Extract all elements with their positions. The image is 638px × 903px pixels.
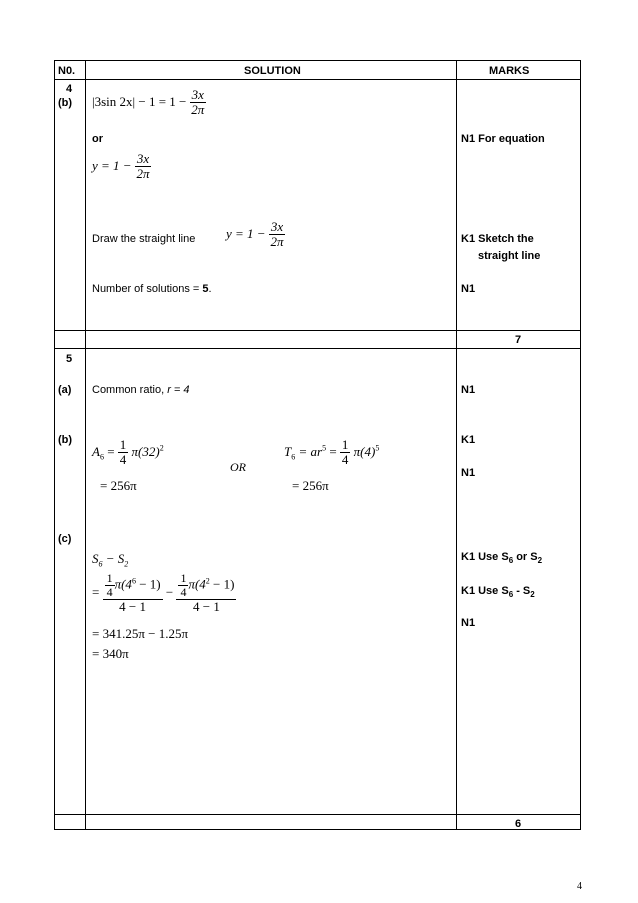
question-number-5: 5 [66, 353, 73, 365]
column-divider-1 [85, 60, 86, 830]
header-divider [54, 79, 581, 80]
marking-scheme-table [54, 60, 581, 830]
equation-line-y: y = 1 − $\frac{3x}{2\pi}$ [92, 151, 150, 182]
or-alternative: OR [230, 460, 246, 474]
equation-straight-line: y = 1 − $\frac{3x}{2\pi}$ [226, 219, 284, 250]
number-of-solutions: Number of solutions = 5. [92, 283, 212, 295]
part-label-5b: (b) [58, 434, 73, 446]
table-border-bottom [54, 829, 581, 830]
mark-n1-sum: N1 [461, 617, 476, 629]
row-divider-q5 [54, 348, 581, 349]
part-label-5c: (c) [58, 533, 72, 545]
mark-k1-sketch-line2: straight line [478, 250, 541, 262]
equation-t6-result: = 256π [292, 478, 329, 493]
q4-total-marks: 7 [515, 334, 522, 346]
equation-s6-s2: $S_6 - S_2$ [92, 551, 129, 569]
mark-k1-area: K1 [461, 434, 476, 446]
equation-sum-difference: = $\frac{1}{4}$ $\pi(4^6 - 1)$ 4 − 1 − $\frac{1}{4}$ $\pi(4^2 - 1)$ 4 − 1 [92, 571, 235, 615]
equation-sum-result: = 340π [92, 646, 129, 661]
mark-n1-ratio: N1 [461, 384, 476, 396]
column-divider-2 [456, 60, 457, 830]
mark-k1-use-s6-minus-s2: K1 Use $S_6 - S_2$ [461, 585, 535, 600]
table-border-top [54, 60, 581, 61]
table-border-left [54, 60, 55, 830]
equation-t6: $T_6 = ar^5$ = $\frac{1}{4}$ $\pi(4)^5$ [284, 437, 380, 468]
page-number: 4 [577, 881, 582, 892]
mark-k1-sketch: K1 Sketch the [461, 233, 534, 245]
mark-k1-use-s6-or-s2: K1 Use $S_6$ or $S_2$ [461, 551, 543, 566]
part-label-5a: (a) [58, 384, 72, 396]
or-label: or [92, 133, 103, 145]
equation-abs-sine: |3sin 2x| − 1 = 1 − $\frac{3x}{2\pi}$ [92, 87, 205, 118]
header-solution: SOLUTION [244, 65, 301, 77]
part-label-4b: (b) [58, 97, 73, 109]
draw-line-label: Draw the straight line [92, 233, 196, 245]
mark-n1-area: N1 [461, 467, 476, 479]
common-ratio: Common ratio, r = 4 [92, 384, 190, 396]
row-divider-q4-total [54, 330, 581, 331]
header-no: N0. [58, 65, 76, 77]
mark-n1-equation: N1 For equation [461, 133, 545, 145]
header-marks: MARKS [489, 65, 530, 77]
question-number-4: 4 [66, 83, 73, 95]
equation-a6-result: = 256π [100, 478, 137, 493]
equation-sum-evaluated: = 341.25π − 1.25π [92, 626, 189, 641]
mark-n1-solutions: N1 [461, 283, 476, 295]
table-border-right [580, 60, 581, 830]
q5-total-marks: 6 [515, 818, 522, 830]
equation-a6: $A_6$ = $\frac{1}{4}$ $\pi(32)^2$ [92, 437, 164, 468]
row-divider-q5-total [54, 814, 581, 815]
